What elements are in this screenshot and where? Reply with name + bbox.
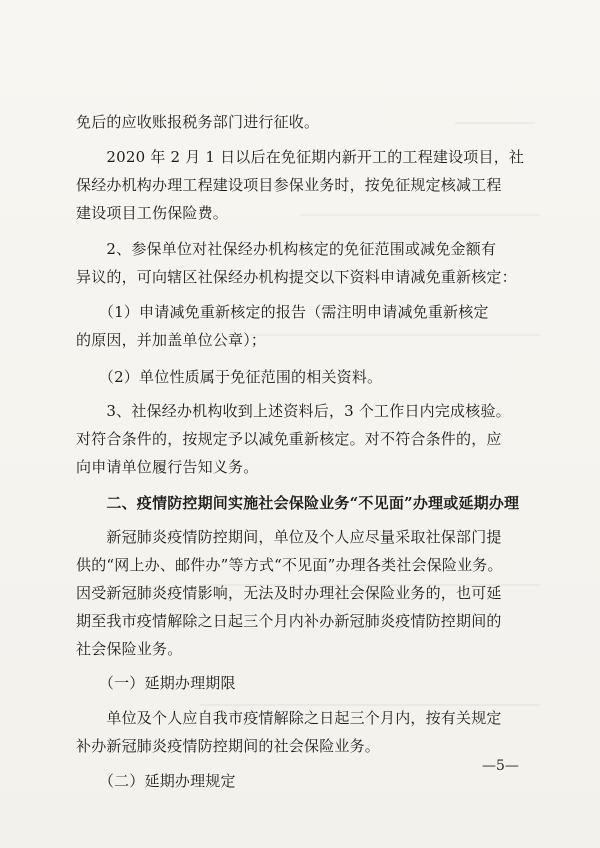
body-text-line: 建设项目工伤保险费。	[76, 204, 229, 222]
subsection-heading: （一）延期办理期限	[76, 674, 236, 692]
body-text-line: （1）申请减免重新核定的报告（需注明申请减免重新核定	[76, 303, 489, 321]
body-text-line: 向申请单位履行告知义务。	[76, 458, 259, 476]
body-text-line: 对符合条件的，按规定予以减免重新核定。对不符合条件的，应	[76, 430, 502, 448]
body-text-line: 因受新冠肺炎疫情影响，无法及时办理社会保险业务的，也可延	[76, 584, 502, 602]
body-text-line: 免后的应收账报税务部门进行征收。	[76, 113, 320, 131]
body-text-line: 异议的，可向辖区社保经办机构提交以下资料申请减免重新核定：	[76, 268, 517, 286]
bleed-through-mark	[200, 704, 540, 706]
subsection-heading: （二）延期办理规定	[76, 772, 236, 790]
body-text-line: 社会保险业务。	[76, 640, 183, 658]
body-text-line: 期至我市疫情解除之日起三个月内补办新冠肺炎疫情防控期间的	[76, 612, 502, 630]
body-text-line: 新冠肺炎疫情防控期间，单位及个人应尽量采取社保部门提	[76, 528, 502, 546]
body-text-line: 3、社保经办机构收到上述资料后，3 个工作日内完成核验。	[76, 402, 511, 420]
body-text-line: 保经办机构办理工程建设项目参保业务时，按免征规定核减工程	[76, 176, 502, 194]
body-text-line: 2、参保单位对社保经办机构核定的免征范围或减免金额有	[76, 240, 497, 258]
body-text-line: 补办新冠肺炎疫情防控期间的社会保险业务。	[76, 737, 381, 755]
body-text-line: （2）单位性质属于免征范围的相关资料。	[76, 368, 383, 386]
body-text-line: 2020 年 2 月 1 日以后在免征期内新开工的工程建设项目，社	[76, 148, 525, 166]
body-text-line: 单位及个人应自我市疫情解除之日起三个月内，按有关规定	[76, 709, 502, 727]
body-text-line: 的原因，并加盖单位公章）；	[76, 331, 267, 349]
section-heading: 二、疫情防控期间实施社会保险业务“不见面”办理或延期办理	[76, 494, 520, 512]
body-text-line: 供的“网上办、邮件办”等方式“不见面”办理各类社会保险业务。	[76, 556, 503, 574]
page-number: —5—	[482, 758, 519, 774]
